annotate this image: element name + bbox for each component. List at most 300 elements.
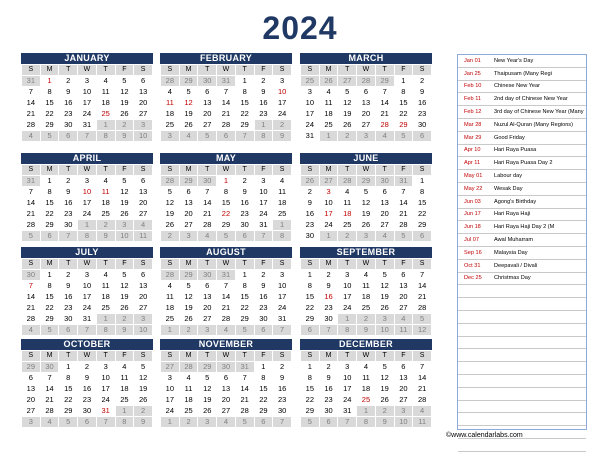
day-cell: 30 — [319, 406, 338, 417]
day-cell: 14 — [217, 292, 236, 303]
day-cell: 24 — [338, 395, 357, 406]
day-cell: 29 — [235, 120, 254, 131]
day-cell: 2 — [319, 270, 338, 281]
day-cell: 6 — [179, 187, 198, 198]
day-cell: 9 — [59, 87, 78, 98]
day-cell: 26 — [357, 220, 376, 231]
day-cell: 19 — [198, 395, 217, 406]
adjacent-day-cell: 9 — [357, 325, 376, 336]
day-cell: 12 — [134, 373, 153, 384]
adjacent-day-cell: 30 — [198, 176, 217, 187]
adjacent-day-cell: 10 — [115, 231, 134, 242]
holiday-name: 2nd day of Chinese New Year — [494, 96, 568, 103]
adjacent-day-cell: 3 — [161, 131, 180, 142]
day-cell: 7 — [22, 187, 41, 198]
adjacent-day-cell: 4 — [375, 131, 394, 142]
adjacent-day-cell: 1 — [96, 120, 115, 131]
holiday-row — [458, 106, 586, 119]
day-cell: 22 — [59, 395, 78, 406]
weekday-header: S — [301, 351, 320, 362]
day-cell: 11 — [161, 98, 180, 109]
weekday-header: S — [301, 165, 320, 176]
day-cell: 18 — [179, 395, 198, 406]
holiday-row — [458, 93, 586, 106]
day-cell: 2 — [59, 76, 78, 87]
weekday-header: W — [78, 259, 97, 270]
weekday-header: T — [235, 65, 254, 76]
weekday-header: S — [273, 165, 292, 176]
day-cell: 15 — [301, 292, 320, 303]
day-cell: 22 — [40, 303, 59, 314]
day-cell: 19 — [375, 384, 394, 395]
adjacent-day-cell: 28 — [161, 176, 180, 187]
holiday-date: Mar 28 — [464, 121, 482, 128]
day-cell: 5 — [179, 87, 198, 98]
day-cell: 27 — [134, 109, 153, 120]
day-cell: 9 — [319, 373, 338, 384]
weekday-header: W — [217, 259, 236, 270]
adjacent-day-cell: 5 — [40, 131, 59, 142]
weekday-header: M — [319, 351, 338, 362]
holiday-name: 3rd day of Chinese New Year (Many — [494, 109, 584, 116]
day-cell: 31 — [301, 131, 320, 142]
day-cell: 12 — [375, 281, 394, 292]
month-december — [300, 339, 432, 428]
day-cell: 29 — [59, 406, 78, 417]
day-cell: 13 — [375, 198, 394, 209]
day-cell: 5 — [179, 281, 198, 292]
weekday-header: S — [161, 165, 180, 176]
weekday-header: T — [96, 259, 115, 270]
day-cell: 23 — [235, 209, 254, 220]
day-cell: 2 — [254, 76, 273, 87]
day-cell: 1 — [235, 76, 254, 87]
day-cell: 1 — [413, 176, 432, 187]
day-cell: 12 — [198, 384, 217, 395]
day-cell: 27 — [357, 120, 376, 131]
day-cell: 2 — [235, 176, 254, 187]
day-cell: 23 — [319, 395, 338, 406]
weekday-header: S — [22, 165, 41, 176]
day-cell: 5 — [357, 187, 376, 198]
holiday-name: Good Friday — [494, 134, 525, 141]
month-august — [160, 247, 292, 336]
day-cell: 25 — [357, 395, 376, 406]
month-name: AUGUST — [160, 247, 292, 258]
adjacent-day-cell: 1 — [338, 314, 357, 325]
day-cell: 30 — [254, 314, 273, 325]
day-cell: 10 — [319, 198, 338, 209]
day-cell: 28 — [217, 120, 236, 131]
day-cell: 12 — [179, 98, 198, 109]
day-cell: 17 — [301, 109, 320, 120]
day-cell: 13 — [198, 98, 217, 109]
day-cell: 31 — [338, 406, 357, 417]
adjacent-day-cell: 5 — [198, 131, 217, 142]
holiday-name: Wesak Day — [494, 185, 523, 192]
day-cell: 22 — [235, 109, 254, 120]
weekday-header: F — [115, 65, 134, 76]
adjacent-day-cell: 5 — [235, 325, 254, 336]
day-cell: 7 — [235, 373, 254, 384]
day-cell: 10 — [78, 187, 97, 198]
day-cell: 19 — [115, 198, 134, 209]
day-cell: 22 — [217, 209, 236, 220]
day-cell: 2 — [59, 176, 78, 187]
day-cell: 5 — [115, 270, 134, 281]
day-cell: 28 — [394, 220, 413, 231]
adjacent-day-cell: 4 — [134, 220, 153, 231]
adjacent-day-cell: 29 — [375, 76, 394, 87]
day-cell: 28 — [413, 303, 432, 314]
adjacent-day-cell: 4 — [40, 417, 59, 428]
adjacent-day-cell: 8 — [254, 131, 273, 142]
holiday-name: Agong's Birthday — [494, 198, 537, 205]
adjacent-day-cell: 2 — [273, 120, 292, 131]
day-cell: 9 — [59, 281, 78, 292]
month-october — [21, 339, 153, 428]
day-cell: 22 — [40, 109, 59, 120]
day-cell: 29 — [301, 314, 320, 325]
day-cell: 30 — [235, 220, 254, 231]
month-name: MARCH — [300, 53, 432, 64]
adjacent-day-cell: 8 — [78, 231, 97, 242]
day-cell: 30 — [413, 120, 432, 131]
day-cell: 21 — [413, 292, 432, 303]
day-cell: 6 — [134, 176, 153, 187]
day-cell: 12 — [375, 373, 394, 384]
adjacent-day-cell: 30 — [375, 176, 394, 187]
day-cell: 14 — [40, 384, 59, 395]
adjacent-day-cell: 3 — [179, 231, 198, 242]
day-cell: 21 — [40, 395, 59, 406]
day-cell: 6 — [357, 87, 376, 98]
holiday-row — [458, 401, 586, 414]
day-cell: 4 — [319, 87, 338, 98]
adjacent-day-cell: 9 — [96, 231, 115, 242]
weekday-header: T — [235, 165, 254, 176]
month-may — [160, 153, 292, 242]
day-cell: 18 — [273, 198, 292, 209]
weekday-header: M — [179, 259, 198, 270]
day-cell: 20 — [134, 198, 153, 209]
day-cell: 2 — [273, 362, 292, 373]
holiday-row — [458, 273, 586, 286]
day-cell: 26 — [375, 395, 394, 406]
day-cell: 20 — [394, 292, 413, 303]
adjacent-day-cell: 31 — [22, 176, 41, 187]
day-cell: 18 — [357, 292, 376, 303]
day-cell: 20 — [394, 384, 413, 395]
weekday-header: S — [273, 259, 292, 270]
adjacent-day-cell: 31 — [22, 76, 41, 87]
day-cell: 8 — [301, 281, 320, 292]
weekday-header: S — [161, 65, 180, 76]
adjacent-day-cell: 31 — [394, 176, 413, 187]
day-cell: 30 — [59, 314, 78, 325]
weekday-header: T — [198, 65, 217, 76]
day-cell: 11 — [357, 373, 376, 384]
day-cell: 8 — [254, 373, 273, 384]
weekday-header: F — [394, 65, 413, 76]
day-cell: 9 — [301, 198, 320, 209]
day-cell: 15 — [59, 384, 78, 395]
adjacent-day-cell: 4 — [217, 325, 236, 336]
month-name: JANUARY — [21, 53, 153, 64]
day-cell: 2 — [254, 270, 273, 281]
holiday-name: Malaysia Day — [494, 249, 528, 256]
day-cell: 11 — [115, 373, 134, 384]
holiday-name: Hari Raya Haji — [494, 211, 531, 218]
adjacent-day-cell: 8 — [273, 231, 292, 242]
day-cell: 23 — [301, 220, 320, 231]
weekday-header: W — [217, 351, 236, 362]
weekday-header: T — [96, 351, 115, 362]
holiday-row — [458, 324, 586, 337]
day-cell: 3 — [301, 87, 320, 98]
adjacent-day-cell: 7 — [254, 231, 273, 242]
weekday-header: T — [338, 351, 357, 362]
day-cell: 7 — [198, 187, 217, 198]
day-cell: 19 — [375, 292, 394, 303]
weekday-header: T — [375, 165, 394, 176]
adjacent-day-cell: 4 — [198, 231, 217, 242]
adjacent-day-cell: 5 — [235, 417, 254, 428]
adjacent-day-cell: 4 — [179, 131, 198, 142]
day-cell: 14 — [394, 198, 413, 209]
adjacent-day-cell: 3 — [198, 417, 217, 428]
day-cell: 29 — [394, 120, 413, 131]
day-cell: 19 — [134, 384, 153, 395]
day-cell: 13 — [217, 384, 236, 395]
holiday-row — [458, 298, 586, 311]
adjacent-day-cell: 5 — [413, 314, 432, 325]
day-cell: 9 — [235, 187, 254, 198]
holiday-name: Awal Muharram — [494, 237, 534, 244]
day-cell: 7 — [413, 362, 432, 373]
adjacent-day-cell: 11 — [134, 231, 153, 242]
adjacent-day-cell: 29 — [357, 176, 376, 187]
adjacent-day-cell: 2 — [357, 314, 376, 325]
day-cell: 10 — [301, 98, 320, 109]
weekday-header: S — [161, 259, 180, 270]
adjacent-day-cell: 7 — [319, 325, 338, 336]
day-cell: 23 — [78, 395, 97, 406]
day-cell: 26 — [161, 220, 180, 231]
adjacent-day-cell: 30 — [40, 362, 59, 373]
day-cell: 13 — [134, 87, 153, 98]
weekday-header: T — [375, 351, 394, 362]
day-cell: 5 — [375, 362, 394, 373]
weekday-header: T — [338, 65, 357, 76]
adjacent-day-cell: 29 — [179, 76, 198, 87]
day-cell: 21 — [22, 109, 41, 120]
day-cell: 25 — [161, 314, 180, 325]
day-cell: 15 — [394, 98, 413, 109]
day-cell: 18 — [96, 98, 115, 109]
adjacent-day-cell: 6 — [254, 417, 273, 428]
adjacent-day-cell: 29 — [179, 270, 198, 281]
month-november — [160, 339, 292, 428]
day-cell: 27 — [198, 314, 217, 325]
day-cell: 20 — [22, 395, 41, 406]
day-cell: 1 — [301, 362, 320, 373]
day-cell: 22 — [301, 395, 320, 406]
holiday-date: Oct 31 — [464, 262, 481, 269]
day-cell: 7 — [413, 270, 432, 281]
day-cell: 6 — [22, 373, 41, 384]
day-cell: 23 — [319, 303, 338, 314]
holiday-date: May 01 — [464, 173, 483, 180]
adjacent-day-cell: 3 — [134, 314, 153, 325]
day-cell: 31 — [78, 314, 97, 325]
adjacent-day-cell: 7 — [78, 325, 97, 336]
adjacent-day-cell: 1 — [96, 314, 115, 325]
holiday-name: Nuzul Al-Quran (Many Regions) — [494, 121, 573, 128]
adjacent-day-cell: 6 — [59, 131, 78, 142]
day-cell: 16 — [235, 198, 254, 209]
day-cell: 7 — [375, 87, 394, 98]
day-cell: 27 — [134, 209, 153, 220]
day-cell: 26 — [179, 120, 198, 131]
day-cell: 9 — [78, 373, 97, 384]
day-cell: 20 — [375, 209, 394, 220]
day-cell: 23 — [254, 109, 273, 120]
day-cell: 8 — [40, 281, 59, 292]
holiday-row — [458, 157, 586, 170]
weekday-header: F — [254, 259, 273, 270]
day-cell: 26 — [115, 109, 134, 120]
day-cell: 13 — [179, 198, 198, 209]
adjacent-day-cell: 29 — [198, 362, 217, 373]
weekday-header: T — [235, 351, 254, 362]
day-cell: 30 — [301, 231, 320, 242]
day-cell: 15 — [40, 198, 59, 209]
day-cell: 31 — [96, 406, 115, 417]
weekday-header: W — [217, 65, 236, 76]
adjacent-day-cell: 1 — [273, 220, 292, 231]
adjacent-day-cell: 7 — [338, 417, 357, 428]
holiday-row — [458, 337, 586, 350]
day-cell: 3 — [96, 362, 115, 373]
adjacent-day-cell: 28 — [357, 76, 376, 87]
holiday-date: May 22 — [464, 185, 483, 192]
holiday-date: Apr 10 — [464, 147, 481, 154]
day-cell: 25 — [319, 120, 338, 131]
day-cell: 23 — [413, 109, 432, 120]
day-cell: 30 — [319, 314, 338, 325]
day-cell: 27 — [22, 406, 41, 417]
day-cell: 11 — [319, 98, 338, 109]
day-cell: 10 — [96, 373, 115, 384]
day-cell: 24 — [273, 109, 292, 120]
day-cell: 13 — [198, 292, 217, 303]
day-cell: 23 — [59, 109, 78, 120]
adjacent-day-cell: 9 — [375, 417, 394, 428]
day-cell: 11 — [338, 198, 357, 209]
weekday-header: F — [115, 259, 134, 270]
day-cell: 22 — [235, 303, 254, 314]
day-cell: 8 — [413, 187, 432, 198]
day-cell: 13 — [394, 281, 413, 292]
weekday-header: M — [179, 351, 198, 362]
month-july — [21, 247, 153, 336]
day-cell: 8 — [235, 281, 254, 292]
day-cell: 6 — [394, 270, 413, 281]
month-name: JULY — [21, 247, 153, 258]
holiday-date: Feb 12 — [464, 109, 482, 116]
day-cell: 17 — [78, 198, 97, 209]
adjacent-day-cell: 8 — [338, 325, 357, 336]
holiday-row — [458, 209, 586, 222]
adjacent-day-cell: 6 — [59, 325, 78, 336]
adjacent-day-cell: 2 — [115, 120, 134, 131]
adjacent-day-cell: 31 — [217, 270, 236, 281]
adjacent-day-cell: 2 — [338, 131, 357, 142]
adjacent-day-cell: 2 — [134, 406, 153, 417]
adjacent-day-cell: 3 — [394, 406, 413, 417]
day-cell: 2 — [301, 187, 320, 198]
adjacent-day-cell: 26 — [319, 76, 338, 87]
day-cell: 18 — [319, 109, 338, 120]
day-cell: 6 — [394, 362, 413, 373]
month-march — [300, 53, 432, 142]
weekday-header: S — [413, 259, 432, 270]
day-cell: 21 — [375, 109, 394, 120]
weekday-header: M — [40, 65, 59, 76]
weekday-header: T — [59, 259, 78, 270]
weekday-header: T — [338, 259, 357, 270]
day-cell: 19 — [115, 292, 134, 303]
holiday-date: Jan 25 — [464, 70, 481, 77]
holiday-name: Hari Raya Puasa Day 2 — [494, 160, 553, 167]
day-cell: 27 — [217, 406, 236, 417]
adjacent-day-cell: 3 — [134, 120, 153, 131]
day-cell: 20 — [357, 109, 376, 120]
holiday-row — [458, 81, 586, 94]
day-cell: 18 — [357, 384, 376, 395]
adjacent-day-cell: 7 — [78, 131, 97, 142]
day-cell: 24 — [338, 303, 357, 314]
day-cell: 25 — [96, 303, 115, 314]
day-cell: 17 — [338, 384, 357, 395]
day-cell: 24 — [254, 209, 273, 220]
holiday-name: Thaipusam (Many Regi — [494, 70, 552, 77]
day-cell: 14 — [198, 198, 217, 209]
weekday-header: F — [254, 65, 273, 76]
day-cell: 20 — [198, 303, 217, 314]
weekday-header: S — [413, 165, 432, 176]
day-cell: 28 — [217, 314, 236, 325]
day-cell: 17 — [319, 209, 338, 220]
adjacent-day-cell: 7 — [273, 417, 292, 428]
day-cell: 30 — [273, 406, 292, 417]
adjacent-day-cell: 6 — [413, 231, 432, 242]
adjacent-day-cell: 29 — [179, 176, 198, 187]
month-february — [160, 53, 292, 142]
weekday-header: T — [375, 259, 394, 270]
day-cell: 12 — [115, 281, 134, 292]
day-cell: 2 — [319, 362, 338, 373]
day-cell: 29 — [413, 220, 432, 231]
day-cell: 24 — [273, 303, 292, 314]
day-cell: 10 — [338, 373, 357, 384]
day-cell: 3 — [254, 176, 273, 187]
day-cell: 17 — [96, 384, 115, 395]
day-cell: 10 — [78, 281, 97, 292]
day-cell: 1 — [40, 270, 59, 281]
day-cell: 20 — [198, 109, 217, 120]
